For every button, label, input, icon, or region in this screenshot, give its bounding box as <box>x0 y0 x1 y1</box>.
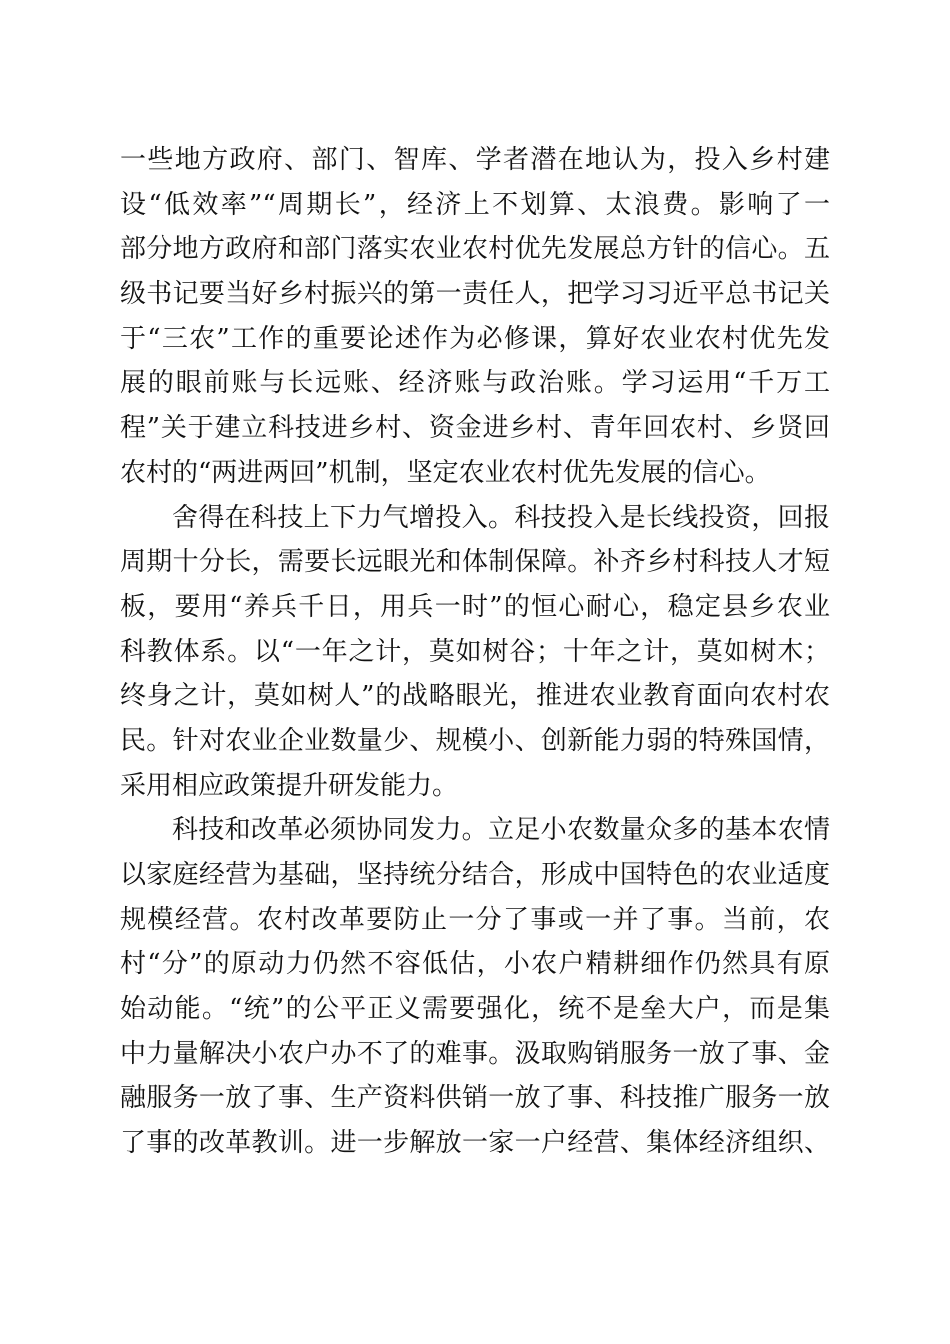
text-line: 中力量解决小农户办不了的难事。汲取购销服务一放了事、金 <box>120 1038 830 1069</box>
text-line: 以家庭经营为基础，坚持统分结合，形成中国特色的农业适度 <box>120 860 830 890</box>
text-line: 规模经营。农村改革要防止一分了事或一并了事。当前，农 <box>120 904 830 935</box>
paragraph-3 <box>120 808 830 1166</box>
text-line: 科教体系。以“一年之计，莫如树谷；十年之计，莫如树木； <box>120 636 830 667</box>
document-body <box>120 138 830 1166</box>
text-line: 于“三农”工作的重要论述作为必修课，算好农业农村优先发 <box>120 323 830 354</box>
text-line: 一些地方政府、部门、智库、学者潜在地认为，投入乡村建 <box>120 145 830 175</box>
text-line: 采用相应政策提升研发能力。 <box>120 770 459 801</box>
text-line: 板，要用“养兵千日，用兵一时”的恒心耐心，稳定县乡农业 <box>120 591 830 622</box>
text-line: 舍得在科技上下力气增投入。科技投入是长线投资，回报 <box>172 502 830 533</box>
text-line: 部分地方政府和部门落实农业农村优先发展总方针的信心。五 <box>120 234 830 265</box>
text-line: 科技和改革必须协同发力。立足小农数量众多的基本农情 <box>172 815 830 846</box>
text-line: 终身之计，莫如树人”的战略眼光，推进农业教育面向农村农 <box>120 681 830 712</box>
text-line: 程”关于建立科技进乡村、资金进乡村、青年回农村、乡贤回 <box>120 413 830 444</box>
text-line: 农村的“两进两回”机制，坚定农业农村优先发展的信心。 <box>120 457 771 488</box>
text-line: 设“低效率”“周期长”，经济上不划算、太浪费。影响了一 <box>120 189 830 220</box>
text-line: 融服务一放了事、生产资料供销一放了事、科技推广服务一放 <box>120 1083 830 1114</box>
paragraph-2 <box>120 496 830 809</box>
text-line: 民。针对农业企业数量少、规模小、创新能力弱的特殊国情， <box>120 725 830 756</box>
text-line: 始动能。“统”的公平正义需要强化，统不是垒大户，而是集 <box>120 994 830 1025</box>
text-line: 展的眼前账与长远账、经济账与政治账。学习运用“千万工 <box>120 368 830 399</box>
text-line: 级书记要当好乡村振兴的第一责任人，把学习习近平总书记关 <box>120 279 830 310</box>
text-line: 村“分”的原动力仍然不容低估，小农户精耕细作仍然具有原 <box>120 949 830 980</box>
text-line: 了事的改革教训。进一步解放一家一户经营、集体经济组织、 <box>120 1128 830 1159</box>
paragraph-1 <box>120 138 830 496</box>
text-line: 周期十分长，需要长远眼光和体制保障。补齐乡村科技人才短 <box>120 547 830 578</box>
